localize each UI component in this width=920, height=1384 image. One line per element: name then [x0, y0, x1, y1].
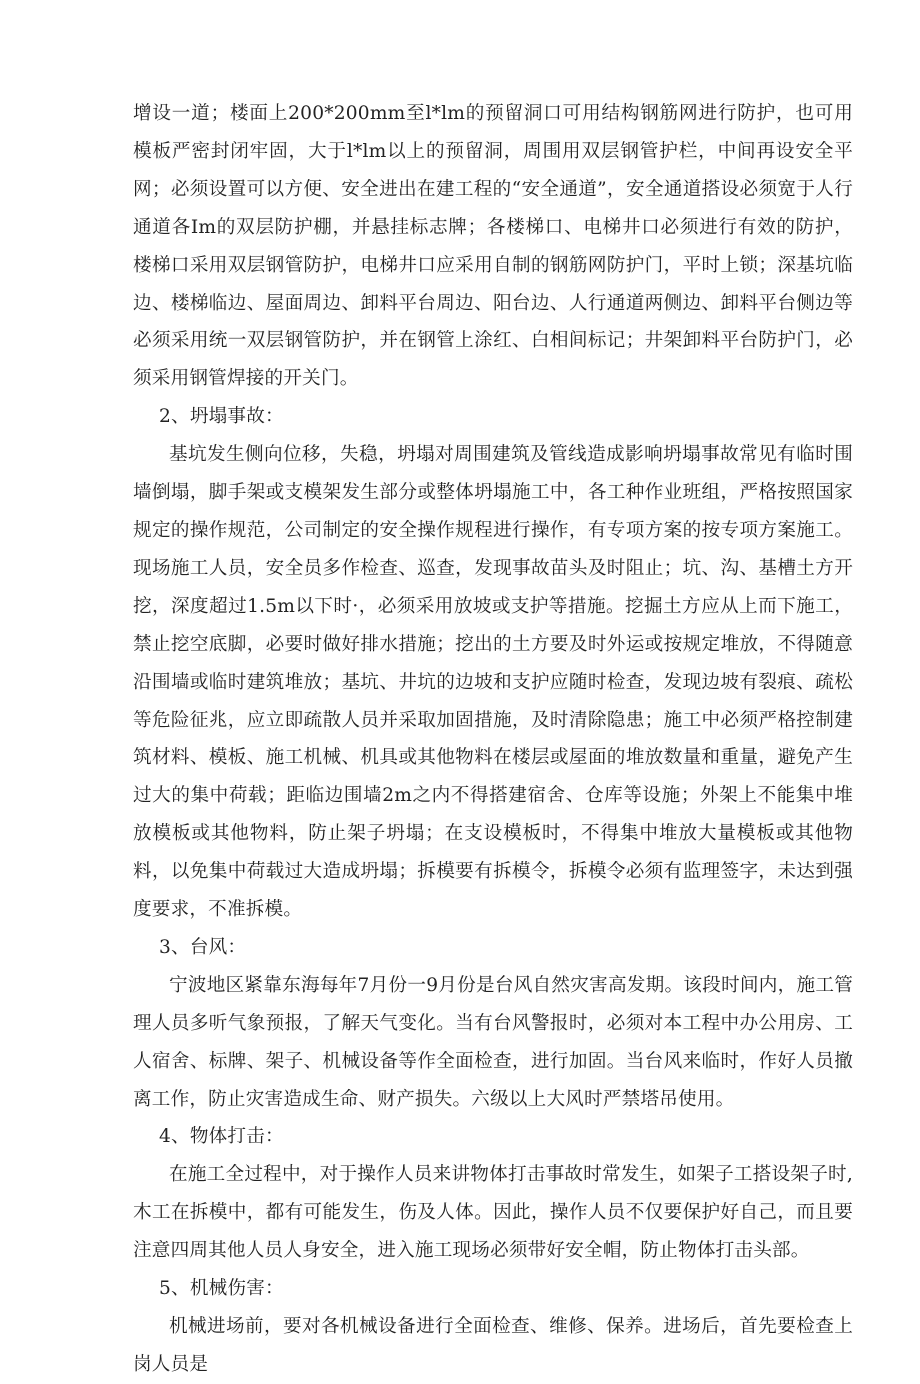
paragraph-collapse: 基坑发生侧向位移，失稳，坍塌对周围建筑及管线造成影响坍塌事故常见有临时围墙倒塌，脚手架或支模架发生部分或整体坍塌施工中，各工种作业班组，严格按照国家规定的操作规范，公司制定的安全操作规程进行操作，有专项方案的按专项方案施工。现场施工人员，安全员多作检查、巡查，发现事故苗头及时阻止；坑、沟、基槽土方开挖，深度超过1.5m以下时·，必须采用放坡或支护等措施。挖掘土方应从上而下施工，禁止挖空底脚，必要时做好排水措施；挖出的土方要及时外运或按规定堆放，不得随意沿围墙或临时建筑堆放；基坑、井坑的边坡和支护应随时检查，发现边坡有裂痕、疏松等危险征兆，应立即疏散人员并采取加固措施，及时清除隐患；施工中必须严格控制建筑材料、模板、施工机械、机具或其他物料在楼层或屋面的堆放数量和重量，避免产生过大的集中荷载；距临边围墙2m之内不得搭建宿舍、仓库等设施；外架上不能集中堆放模板或其他物料，防止架子坍塌；在支设模板时，不得集中堆放大量模板或其他物料，以免集中荷载过大造成坍塌；拆模要有拆模令，拆模令必须有监理签字，未达到强度要求，不准拆模。	[133, 444, 853, 921]
paragraph-railing-protection: 增设一道；楼面上200*200mm至l*lm的预留洞口可用结构钢筋网进行防护，也可用模板严密封闭牢固，大于l*lm以上的预留洞，周围用双层钢管护栏，中间再设安全平网；必须设置可以方便、安全进出在建工程的“安全通道”，安全通道搭设必须宽于人行通道各Im的双层防护棚，并悬挂标志牌；各楼梯口、电梯井口必须进行有效的防护，楼梯口采用双层钢管防护，电梯井口应采用自制的钢筋网防护门，平时上锁；深基坑临边、楼梯临边、屋面周边、卸料平台周边、阳台边、人行通道两侧边、卸料平台侧边等必须采用统一双层钢管防护，并在钢管上涂红、白相间标记；井架卸料平台防护门，必须采用钢管焊接的开关门。	[133, 103, 853, 390]
document-body	[133, 95, 853, 1384]
paragraph-typhoon: 宁波地区紧靠东海每年7月份一9月份是台风自然灾害高发期。该段时间内，施工管理人员多听气象预报，了解天气变化。当有台风警报时，必须对本工程中办公用房、工人宿舍、标牌、架子、机械设备等作全面检查，进行加固。当台风来临时，作好人员撤离工作，防止灾害造成生命、财产损失。六级以上大风时严禁塔吊使用。	[133, 974, 853, 1110]
section-heading-object-strike: 4、物体打击：	[159, 1126, 284, 1148]
section-heading-typhoon: 3、台风：	[159, 936, 247, 958]
section-heading-machinery-injury: 5、机械伤害：	[159, 1278, 284, 1300]
paragraph-object-strike: 在施工全过程中，对于操作人员来讲物体打击事故时常发生，如架子工搭设架子时,木工在拆模中，都有可能发生，伤及人体。因此，操作人员不仅要保护好自己，而且要注意四周其他人员人身安全，进入施工现场必须带好安全帽，防止物体打击头部。	[133, 1164, 853, 1262]
section-heading-collapse: 2、坍塌事故：	[159, 406, 284, 428]
paragraph-machinery-injury: 机械进场前，要对各机械设备进行全面检查、维修、保养。进场后，首先要检查上岗人员是	[133, 1316, 853, 1375]
